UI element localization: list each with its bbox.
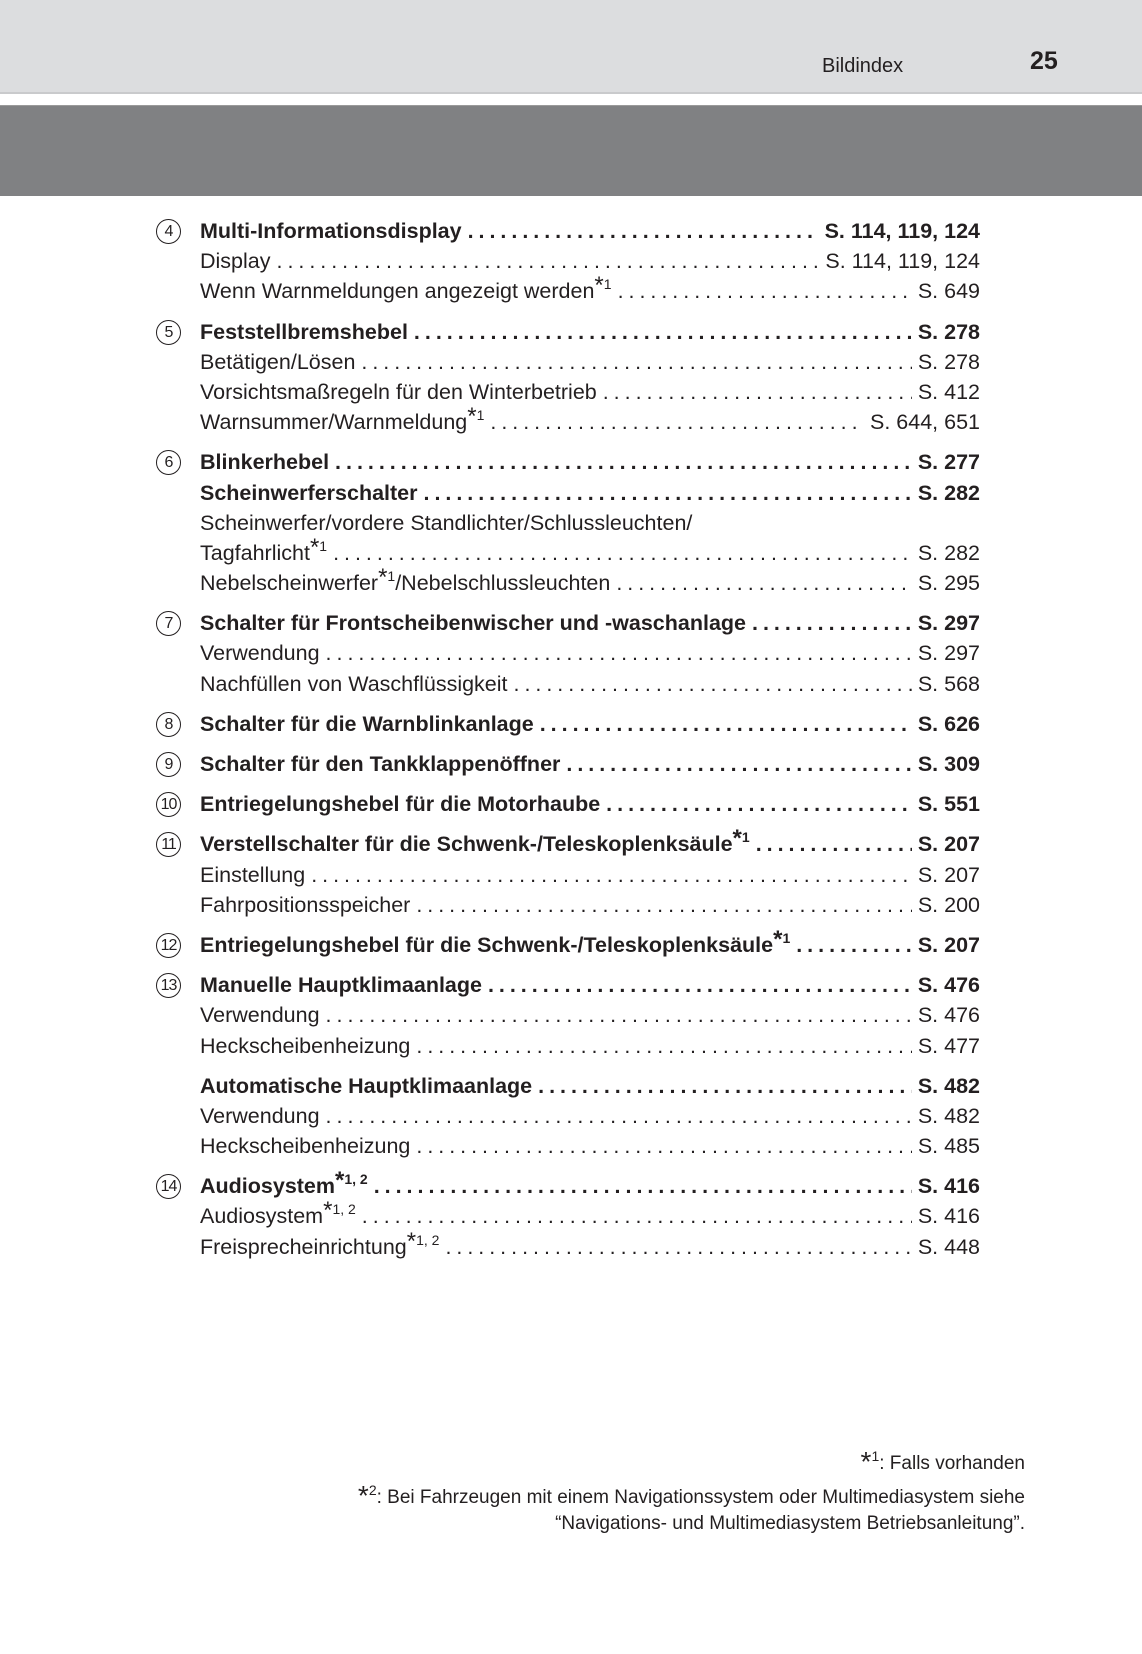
dot-leader [335, 447, 912, 477]
item-number-badge: 8 [156, 712, 181, 737]
page-reference: S. 485 [917, 1134, 980, 1159]
asterisk-icon: * [309, 533, 320, 561]
page-reference: S. 482 [917, 1073, 980, 1098]
dot-leader [374, 1171, 912, 1201]
index-entry [160, 403, 980, 437]
index-entry [160, 1197, 980, 1231]
item-number-badge: 14 [156, 1174, 181, 1199]
index-entry [160, 638, 980, 668]
dot-leader [414, 317, 912, 347]
dot-leader [416, 1031, 911, 1061]
dot-leader [326, 1000, 912, 1030]
index-group [160, 1071, 980, 1162]
index-entry [160, 1101, 980, 1131]
footnote-ref [773, 925, 791, 953]
page-reference: S. 568 [917, 671, 980, 696]
footnote-number: 1 [387, 568, 396, 585]
index-entry [160, 608, 980, 638]
footnote-ref [406, 1227, 440, 1255]
entry-label [200, 447, 329, 477]
entry-text: Feststellbremshebel [200, 319, 408, 344]
index-group [160, 216, 980, 307]
index-entry [160, 246, 980, 276]
page-reference: S. 476 [917, 973, 980, 998]
asterisk-icon: * [773, 925, 783, 953]
footnote-ref [467, 403, 485, 431]
entry-label [200, 478, 418, 508]
entry-text: Fahrpositionsspeicher [200, 892, 411, 917]
entry-text: Einstellung [200, 862, 306, 887]
entry-text: Display [200, 249, 271, 274]
entry-label [200, 508, 692, 538]
page-reference: S. 482 [917, 1103, 980, 1128]
index-entry [160, 789, 980, 819]
entry-label [200, 1197, 356, 1233]
index-group [160, 749, 980, 779]
footnote-number: 1 [741, 829, 750, 846]
dot-leader [488, 970, 912, 1000]
entry-label [200, 403, 485, 439]
entry-text: Multi-Informationsdisplay [200, 219, 462, 243]
entry-label [200, 246, 271, 276]
asterisk-icon: * [732, 825, 742, 853]
index-group [160, 1167, 980, 1262]
entry-label [200, 669, 508, 699]
entry-label [200, 925, 791, 962]
page-reference: S. 278 [917, 319, 980, 344]
index-group [160, 925, 980, 960]
entry-label [200, 1071, 532, 1101]
dot-leader [514, 669, 912, 699]
entry-label [200, 1000, 320, 1030]
footnote-text-continued: “Navigations- und Multimediasystem Betriebsanleitung”. [555, 1513, 1025, 1534]
page-header [0, 0, 1142, 94]
page-reference: S. 207 [917, 862, 980, 887]
page-reference: S. 297 [917, 611, 980, 636]
entry-text: Warnsummer/Warnmeldung [200, 410, 468, 435]
entry-text: Wenn Warnmeldungen angezeigt werden [200, 279, 595, 304]
entry-label [200, 789, 600, 819]
item-number-badge: 9 [156, 752, 181, 777]
item-number-badge: 13 [156, 973, 181, 998]
index-group [160, 317, 980, 438]
entry-text: Audiosystem [200, 1174, 336, 1199]
page-reference: S. 114, 119, 124 [824, 219, 980, 243]
index-entry [160, 533, 980, 568]
entry-label [200, 317, 408, 347]
entry-text: Verwendung [200, 641, 320, 666]
footnote-number: 1, 2 [416, 1231, 440, 1248]
dot-leader [490, 407, 864, 437]
asterisk-icon: * [860, 1446, 872, 1477]
page-reference: S. 200 [917, 892, 980, 917]
footnote-mark: 1 [871, 1448, 880, 1464]
index-entry [160, 749, 980, 779]
header-band [0, 105, 1142, 196]
dot-leader [618, 276, 912, 306]
entry-label [200, 890, 410, 920]
page-reference: S. 626 [917, 711, 980, 736]
index-group [160, 789, 980, 819]
item-number-badge: 6 [156, 450, 181, 475]
entry-text: Verwendung [200, 1103, 320, 1128]
dot-leader [606, 789, 912, 819]
page-reference: S. 277 [917, 450, 980, 475]
index-list [160, 216, 980, 1272]
index-entry [160, 564, 980, 598]
entry-text: Schalter für die Warnblinkanlage [200, 711, 534, 736]
entry-text: Verstellschalter für die Schwenk-/Teleskoplenksäule [200, 832, 733, 857]
footnote-ref [323, 1197, 356, 1225]
entry-label [200, 970, 482, 1000]
dot-leader [445, 1232, 911, 1262]
page-reference: S. 207 [917, 932, 980, 957]
index-entry [160, 925, 980, 960]
entry-text: Nachfüllen von Waschflüssigkeit [200, 671, 508, 696]
entry-text: Vorsichtsmaßregeln für den Winterbetrieb [200, 379, 597, 404]
item-number-badge: 11 [156, 832, 181, 857]
footnote-number: 1 [603, 276, 612, 293]
dot-leader [311, 860, 912, 890]
page-reference: S. 282 [917, 540, 980, 565]
page-reference: S. 644, 651 [870, 410, 980, 435]
entry-text: Entriegelungshebel für die Schwenk-/Teleskoplenksäule [200, 932, 774, 957]
index-entry [160, 1071, 980, 1101]
page-reference: S. 416 [917, 1204, 980, 1229]
asterisk-icon: * [323, 1197, 333, 1225]
index-entry [160, 272, 980, 306]
dot-leader [468, 216, 819, 246]
entry-label [200, 1131, 410, 1161]
entry-text: Audiosystem [200, 1204, 324, 1229]
page-reference: S. 477 [917, 1033, 980, 1058]
index-entry [160, 1131, 980, 1161]
entry-text: Verwendung [200, 1003, 320, 1028]
footnote-text: : Bei Fahrzeugen mit einem Navigationssystem oder Multimediasystem siehe [376, 1487, 1025, 1508]
footnote-number: 1, 2 [344, 1171, 368, 1188]
dot-leader [362, 1201, 912, 1231]
asterisk-icon: * [467, 403, 477, 431]
footnote-ref [732, 825, 750, 853]
dot-leader [424, 478, 912, 508]
dot-leader [326, 638, 912, 668]
entry-label [200, 860, 305, 890]
footnote-mark: 2 [368, 1482, 377, 1498]
dot-leader [540, 709, 912, 739]
page-reference: S. 297 [917, 641, 980, 666]
entry-text-suffix: /Nebelschlussleuchten [395, 571, 611, 596]
entry-label [200, 1167, 368, 1203]
dot-leader [277, 246, 820, 276]
entry-text: Schalter für Frontscheibenwischer und -waschanlage [200, 611, 746, 636]
dot-leader [796, 930, 912, 960]
entry-text: Nebelscheinwerfer [200, 571, 379, 596]
entry-label [200, 749, 560, 779]
dot-leader [361, 347, 911, 377]
index-entry [160, 1000, 980, 1030]
entry-text: Blinkerhebel [200, 450, 330, 475]
index-entry [160, 825, 980, 859]
footnote-number: 1, 2 [332, 1201, 356, 1218]
page-reference: S. 476 [917, 1003, 980, 1028]
page-reference: S. 309 [917, 752, 980, 776]
entry-label [200, 709, 534, 739]
item-number-badge: 5 [156, 320, 181, 345]
footnote-ref [335, 1167, 368, 1195]
footnote-ref [378, 564, 396, 592]
page-reference: S. 207 [917, 832, 980, 857]
dot-leader [538, 1071, 912, 1101]
index-entry [160, 377, 980, 407]
entry-text: Scheinwerfer/vordere Standlichter/Schlussleuchten/ [200, 510, 693, 535]
entry-label [200, 377, 597, 407]
index-entry [160, 317, 980, 347]
index-entry [160, 347, 980, 377]
page-reference: S. 295 [917, 571, 980, 596]
entry-text: Freisprecheinrichtung [200, 1234, 407, 1259]
index-entry [160, 669, 980, 699]
entry-text: Scheinwerferschalter [200, 480, 418, 505]
index-group [160, 970, 980, 1061]
dot-leader [326, 1101, 912, 1131]
asterisk-icon: * [357, 1480, 369, 1511]
index-entry [160, 478, 980, 508]
entry-label [200, 638, 320, 668]
entry-label [200, 216, 462, 246]
entry-text: Tagfahrlicht [200, 540, 310, 565]
entry-text: Heckscheibenheizung [200, 1134, 411, 1159]
page-reference: S. 448 [917, 1234, 980, 1259]
page-reference: S. 649 [917, 279, 980, 304]
dot-leader [752, 608, 912, 638]
index-group [160, 825, 980, 920]
entry-label [200, 1031, 410, 1061]
page-number: 25 [1030, 47, 1058, 75]
dot-leader [756, 829, 912, 859]
page-reference: S. 278 [917, 349, 980, 374]
index-entry [160, 1031, 980, 1061]
item-number-badge: 4 [156, 219, 181, 244]
index-entry [160, 508, 980, 538]
asterisk-icon: * [406, 1227, 417, 1255]
page-reference: S. 551 [917, 792, 980, 817]
entry-label [200, 272, 612, 308]
entry-label [200, 608, 746, 638]
dot-leader [416, 1131, 911, 1161]
item-number-badge: 10 [156, 792, 181, 817]
entry-label [200, 347, 355, 377]
entry-text: Manuelle Hauptklimaanlage [200, 973, 482, 998]
footnote-number: 1 [782, 929, 791, 946]
index-entry [160, 216, 980, 246]
index-entry [160, 709, 980, 739]
index-group [160, 447, 980, 598]
footnote-ref [594, 272, 612, 300]
entry-label [200, 533, 328, 570]
footnote-number: 1 [319, 537, 328, 554]
entry-text: Automatische Hauptklimaanlage [200, 1073, 533, 1098]
entry-label [200, 564, 611, 600]
section-title: Bildindex [822, 55, 904, 77]
index-entry [160, 970, 980, 1000]
footnote-1 [861, 1444, 1025, 1476]
index-entry [160, 860, 980, 890]
entry-text: Heckscheibenheizung [200, 1033, 411, 1058]
dot-leader [416, 890, 911, 920]
entry-label [200, 1227, 440, 1264]
item-number-badge: 12 [156, 933, 181, 958]
asterisk-icon: * [594, 272, 604, 300]
footnote-text: : Falls vorhanden [879, 1453, 1025, 1474]
entry-text: Betätigen/Lösen [200, 349, 356, 374]
dot-leader [603, 377, 912, 407]
dot-leader [333, 538, 912, 568]
entry-label [200, 1101, 320, 1131]
page-reference: S. 282 [917, 480, 980, 505]
page-reference: S. 114, 119, 124 [825, 249, 980, 274]
index-entry [160, 447, 980, 477]
entry-label [200, 825, 750, 861]
index-entry [160, 890, 980, 920]
index-entry [160, 1227, 980, 1262]
dot-leader [566, 749, 911, 779]
index-group [160, 608, 980, 699]
footnote-number: 1 [476, 407, 485, 424]
item-number-badge: 7 [156, 611, 181, 636]
index-group [160, 709, 980, 739]
footnote-2 [358, 1481, 1025, 1537]
page-reference: S. 416 [917, 1174, 980, 1199]
entry-text: Entriegelungshebel für die Motorhaube [200, 792, 601, 817]
entry-text: Schalter für den Tankklappenöffner [200, 752, 561, 776]
index-entry [160, 1167, 980, 1201]
asterisk-icon: * [335, 1167, 345, 1195]
page-reference: S. 412 [917, 379, 980, 404]
dot-leader [616, 568, 911, 598]
asterisk-icon: * [378, 564, 388, 592]
footnote-ref [309, 533, 328, 561]
